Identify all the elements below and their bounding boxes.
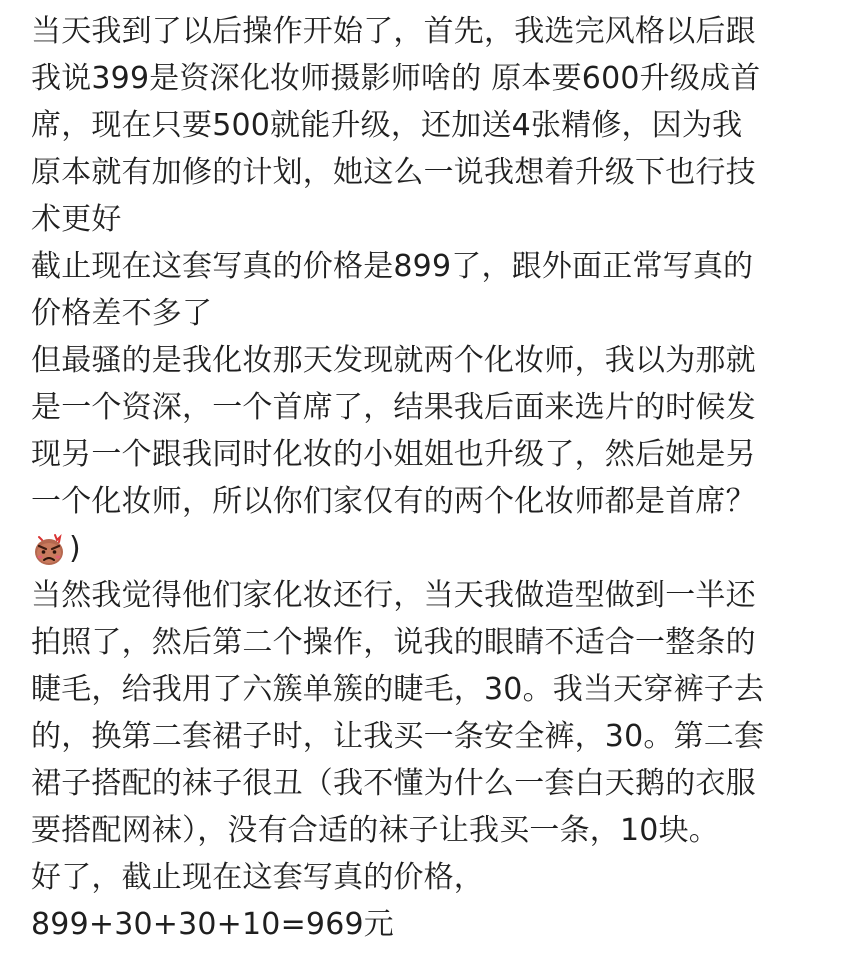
angry-face-emoji-icon <box>31 531 67 567</box>
post-line: 要搭配网袜），没有合适的袜子让我买一条，10块。 <box>31 813 719 848</box>
post-line: 的，换第二套裙子时，让我买一条安全裤，30。第二套 <box>31 719 765 754</box>
post-line: 当然我觉得他们家化妆还行，当天我做造型做到一半还 <box>31 578 756 613</box>
post-line: 是一个资深，一个首席了，结果我后面来选片的时候发 <box>31 390 756 425</box>
post-line: 席，现在只要500就能升级，还加送4张精修，因为我 <box>31 108 743 143</box>
post-line: 睫毛，给我用了六簇单簇的睫毛，30。我当天穿裤子去 <box>31 672 765 707</box>
post-line: 一个化妆师，所以你们家仅有的两个化妆师都是首席？ <box>31 484 756 519</box>
post-line: 术更好 <box>31 202 122 237</box>
post-line: 我说399是资深化妆师摄影师啥的 原本要600升级成首 <box>31 61 761 96</box>
post-line: 裙子搭配的袜子很丑（我不懂为什么一套白天鹅的衣服 <box>31 766 756 801</box>
post-line: 好了，截止现在这套写真的价格， <box>31 860 484 895</box>
post-line: 价格差不多了 <box>31 296 213 331</box>
post-line-text: ) <box>69 531 81 566</box>
post-line: 899+30+30+10=969元 <box>31 907 394 942</box>
post-line: 现另一个跟我同时化妆的小姐姐也升级了，然后她是另 <box>31 437 756 472</box>
post-line: 但最骚的是我化妆那天发现就两个化妆师，我以为那就 <box>31 343 756 378</box>
post-body <box>31 8 831 948</box>
post-line-with-emoji <box>31 525 831 572</box>
post-line: 当天我到了以后操作开始了，首先，我选完风格以后跟 <box>31 14 756 49</box>
post-line: 拍照了，然后第二个操作，说我的眼睛不适合一整条的 <box>31 625 756 660</box>
post-line: 原本就有加修的计划，她这么一说我想着升级下也行技 <box>31 155 756 190</box>
post-line: 截止现在这套写真的价格是899了，跟外面正常写真的 <box>31 249 754 284</box>
